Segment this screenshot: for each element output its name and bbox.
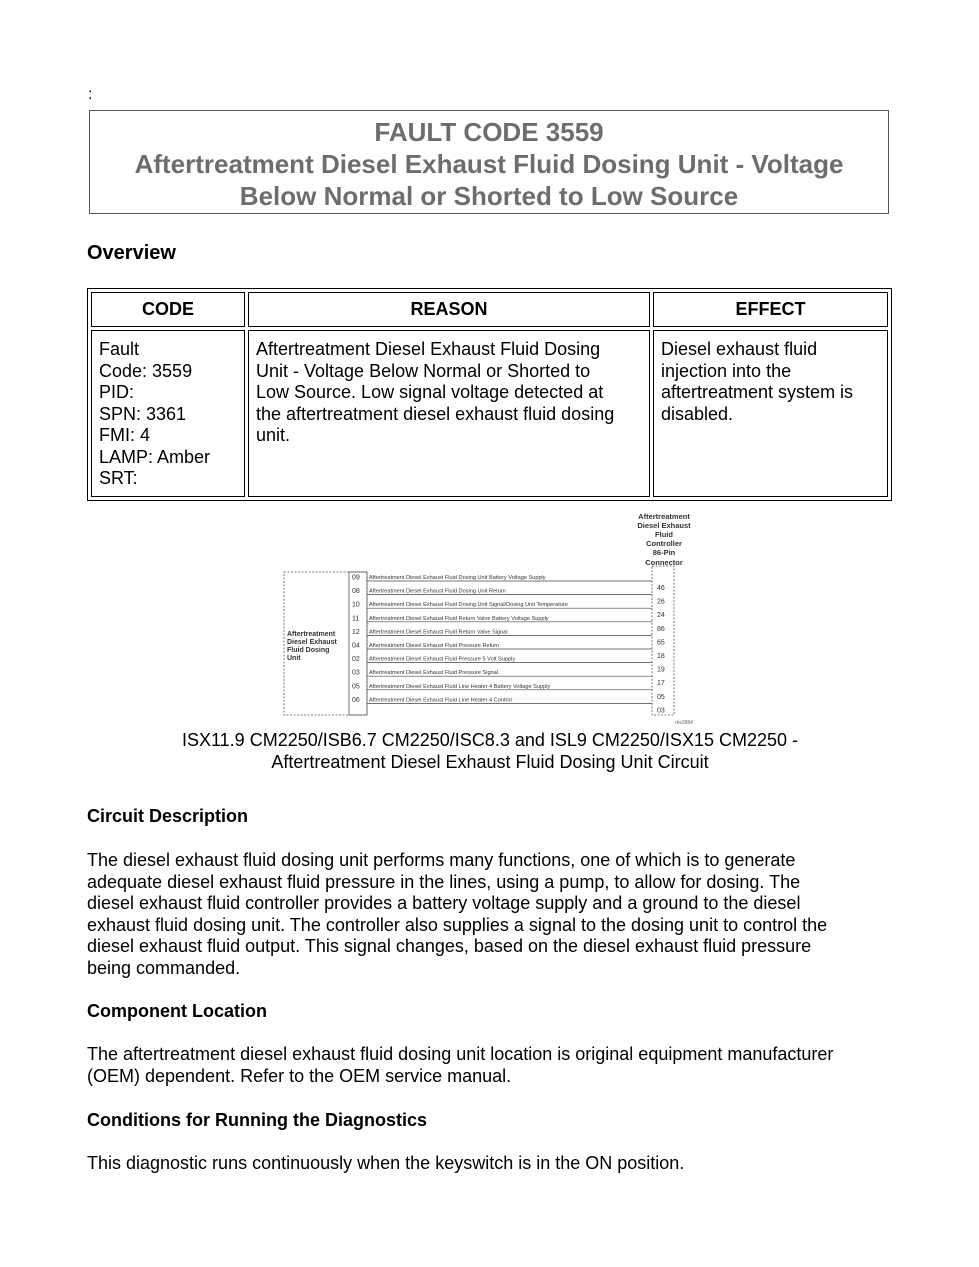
- controller-pin: 26: [657, 598, 665, 606]
- controller-pin: 65: [657, 639, 665, 647]
- controller-label-line: Aftertreatment: [638, 512, 690, 521]
- circuit-description-heading: Circuit Description: [87, 806, 249, 826]
- fault-code-title-box: [89, 110, 889, 214]
- code-line: PID:: [99, 382, 135, 402]
- leading-colon: :: [88, 86, 93, 103]
- diagram-caption: [100, 729, 880, 773]
- component-location-text: [87, 1044, 897, 1087]
- circuit-diagram: [282, 510, 702, 732]
- wire-description: Aftertreatment Diesel Exhaust Fluid Line Heater 4 Battery Voltage Supply: [369, 683, 551, 690]
- wire-description: Aftertreatment Diesel Exhaust Fluid Pressure Return: [369, 643, 500, 649]
- dosing-unit-pin: 08: [352, 588, 360, 596]
- fault-code-title: FAULT CODE 3559: [374, 117, 604, 147]
- controller-pin: 46: [657, 585, 665, 592]
- reason-line: the aftertreatment diesel exhaust fluid dosing: [256, 403, 615, 424]
- fault-code-subtitle-line1: Aftertreatment Diesel Exhaust Fluid Dosing Unit - Voltage: [134, 149, 844, 179]
- controller-label-line: 86-Pin: [652, 548, 676, 557]
- wire-group: [352, 575, 665, 715]
- wire-description: Aftertreatment Diesel Exhaust Fluid Dosing Unit Return: [369, 588, 506, 595]
- overview-table: [87, 288, 892, 501]
- conditions-heading: Conditions for Running the Diagnostics: [87, 1110, 427, 1130]
- caption-line: Aftertreatment Diesel Exhaust Fluid Dosing Unit Circuit: [271, 752, 709, 772]
- reason-line: Aftertreatment Diesel Exhaust Fluid Dosing: [256, 339, 601, 359]
- controller-label: [637, 512, 691, 567]
- controller-pin: 05: [657, 693, 665, 701]
- circuit-description-text: [87, 850, 897, 979]
- code-cell: [91, 330, 245, 497]
- dosing-unit-label-line: Fluid Dosing: [287, 647, 330, 654]
- wire-description: Aftertreatment Diesel Exhaust Fluid Return Valve Battery Voltage Supply: [369, 615, 549, 622]
- controller-label-line: Fluid: [655, 530, 673, 539]
- para-line: The diesel exhaust fluid dosing unit performs many functions, one of which is to generate: [87, 850, 796, 870]
- wire-description: Aftertreatment Diesel Exhaust Fluid Dosing Unit Battery Voltage Supply: [369, 575, 546, 581]
- controller-pin: 17: [657, 680, 665, 688]
- para-line: diesel exhaust fluid controller provides a battery voltage supply and a ground to the diesel: [87, 893, 801, 913]
- para-line: adequate diesel exhaust fluid pressure in the lines, using a pump, to allow for dosing. The: [87, 871, 801, 892]
- reason-line: Low Source. Low signal voltage detected at: [256, 382, 604, 402]
- code-line: SPN: 3361: [99, 403, 187, 424]
- caption-line: ISX11.9 CM2250/ISB6.7 CM2250/ISC8.3 and ISL9 CM2250/ISX15 CM2250 -: [181, 730, 799, 750]
- dosing-unit-pin: 12: [352, 628, 360, 636]
- wire-description: Aftertreatment Diesel Exhaust Fluid Return Valve Signal: [369, 629, 508, 636]
- wire-description: Aftertreatment Diesel Exhaust Fluid Dosing Unit Signal/Dosing Unit Temperature: [369, 602, 568, 609]
- header-code: CODE: [91, 292, 245, 327]
- controller-pin: 19: [657, 666, 665, 674]
- para-line: (OEM) dependent. Refer to the OEM service manual.: [87, 1065, 512, 1086]
- code-line: SRT:: [99, 468, 138, 488]
- reason-cell: [248, 330, 650, 497]
- overview-header-row: [91, 292, 888, 327]
- dosing-unit-pin: 11: [352, 615, 360, 623]
- para-line: diesel exhaust fluid output. This signal changes, based on the diesel exhaust fluid pressure: [87, 936, 812, 956]
- dosing-unit-pin: 05: [352, 683, 360, 691]
- dosing-unit-pin: 02: [352, 656, 360, 664]
- dosing-unit-label-line: Unit: [287, 655, 301, 662]
- wire-description: Aftertreatment Diesel Exhaust Fluid Line Heater 4 Control: [369, 697, 512, 704]
- conditions-text: [87, 1153, 897, 1175]
- code-line: FMI: 4: [99, 425, 151, 445]
- dosing-unit-label-line: Aftertreatment: [287, 631, 336, 638]
- fault-code-subtitle-line2: Below Normal or Shorted to Low Source: [239, 181, 739, 211]
- header-effect: EFFECT: [653, 292, 888, 327]
- dosing-unit-label: [287, 631, 337, 662]
- controller-pin: 03: [657, 707, 665, 715]
- para-line: being commanded.: [87, 957, 241, 978]
- code-line: Fault: [99, 339, 140, 359]
- para-line: This diagnostic runs continuously when the keyswitch is in the ON position.: [87, 1153, 685, 1173]
- wire-description: Aftertreatment Diesel Exhaust Fluid Pressure 5 Volt Supply: [369, 656, 516, 663]
- effect-line: disabled.: [661, 403, 734, 424]
- figure-id: rks2884: [675, 720, 693, 726]
- dosing-unit-pin: 06: [352, 696, 360, 704]
- dosing-unit-pin: 09: [352, 574, 360, 582]
- controller-label-line: Connector: [645, 558, 683, 567]
- dosing-unit-label-line: Diesel Exhaust: [287, 639, 337, 646]
- reason-line: Unit - Voltage Below Normal or Shorted to: [256, 360, 591, 381]
- controller-pin: 24: [657, 612, 665, 620]
- controller-label-line: Controller: [646, 539, 682, 548]
- component-location-heading: Component Location: [87, 1001, 267, 1021]
- wire-description: Aftertreatment Diesel Exhaust Fluid Pressure Signal: [369, 670, 499, 677]
- controller-label-line: Diesel Exhaust: [637, 521, 691, 530]
- controller-pin: 86: [657, 625, 665, 633]
- effect-line: Diesel exhaust fluid: [661, 339, 818, 359]
- overview-heading: Overview: [87, 242, 176, 264]
- effect-cell: [653, 330, 888, 497]
- para-line: The aftertreatment diesel exhaust fluid dosing unit location is original equipment manufacturer: [87, 1044, 834, 1064]
- dosing-unit-pin: 10: [352, 601, 360, 609]
- code-line: Code: 3559: [99, 360, 193, 381]
- effect-line: injection into the: [661, 360, 792, 381]
- header-reason: REASON: [248, 292, 650, 327]
- code-line: LAMP: Amber: [99, 446, 211, 467]
- para-line: exhaust fluid dosing unit. The controller also supplies a signal to the dosing unit to control the: [87, 914, 828, 935]
- reason-line: unit.: [256, 425, 291, 445]
- effect-line: aftertreatment system is: [661, 382, 854, 402]
- overview-data-row: [91, 330, 888, 497]
- dosing-unit-pin: 03: [352, 669, 360, 677]
- dosing-unit-pin: 04: [352, 642, 360, 650]
- controller-pin: 18: [657, 653, 665, 660]
